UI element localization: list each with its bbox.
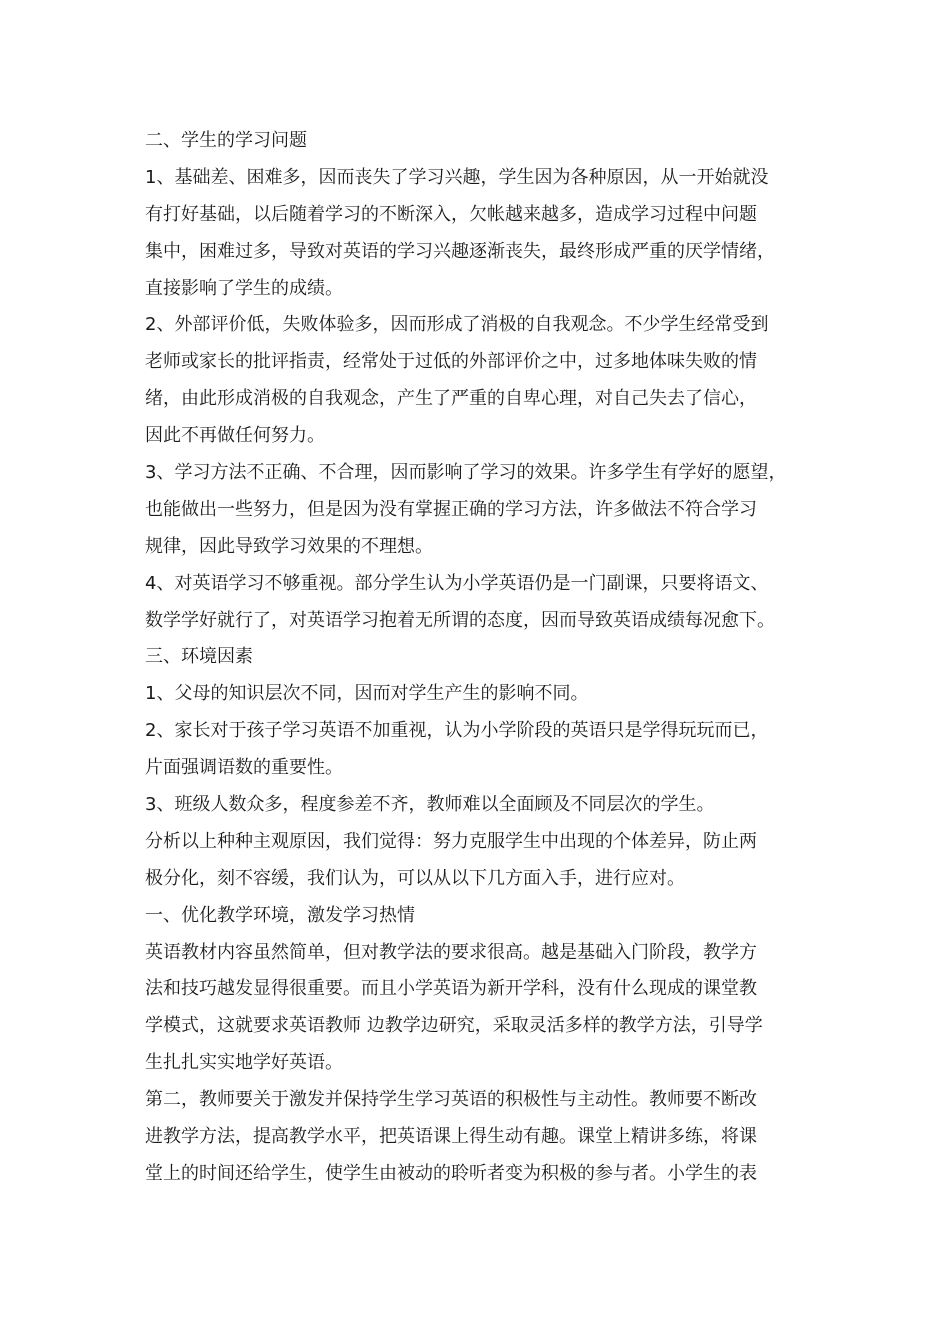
paragraph-line: 规律，因此导致学习效果的不理想。 <box>145 535 433 557</box>
paragraph-line: 极分化，刻不容缓，我们认为，可以从以下几方面入手，进行应对。 <box>145 867 685 889</box>
paragraph-line: 4、对英语学习不够重视。部分学生认为小学英语仍是一门副课，只要将语文、 <box>145 572 769 594</box>
paragraph-line: 老师或家长的批评指责，经常处于过低的外部评价之中，过多地体味失败的情 <box>145 351 757 373</box>
paragraph-line: 3、班级人数众多，程度参差不齐，教师难以全面顾及不同层次的学生。 <box>145 794 715 816</box>
paragraph-line: 片面强调语数的重要性。 <box>145 757 343 779</box>
paragraph-line: 1、基础差、困难多，因而丧失了学习兴趣，学生因为各种原因，从一开始就没 <box>145 166 769 188</box>
paragraph-line: 2、外部评价低，失败体验多，因而形成了消极的自我观念。不少学生经常受到 <box>145 314 769 336</box>
paragraph-line: 2、家长对于孩子学习英语不加重视，认为小学阶段的英语只是学得玩玩而已， <box>145 720 769 742</box>
paragraph-line: 也能做出一些努力，但是因为没有掌握正确的学习方法，许多做法不符合学习 <box>145 498 757 520</box>
paragraph-line: 堂上的时间还给学生，使学生由被动的聆听者变为积极的参与者。小学生的表 <box>145 1162 757 1184</box>
paragraph-line: 3、学习方法不正确、不合理，因而影响了学习的效果。许多学生有学好的愿望， <box>145 462 787 484</box>
paragraph-line: 生扎扎实实地学好英语。 <box>145 1052 343 1074</box>
document-body <box>145 123 845 1193</box>
section-heading-teaching-environment: 一、优化教学环境，激发学习热情 <box>145 904 415 926</box>
paragraph-line: 因此不再做任何努力。 <box>145 425 325 447</box>
section-heading-student-problems: 二、学生的学习问题 <box>145 130 307 151</box>
paragraph-line: 进教学方法，提高教学水平，把英语课上得生动有趣。课堂上精讲多练，将课 <box>145 1126 757 1148</box>
paragraph-line: 数学学好就行了，对英语学习抱着无所谓的态度，因而导致英语成绩每况愈下。 <box>145 609 775 631</box>
paragraph-line: 1、父母的知识层次不同，因而对学生产生的影响不同。 <box>145 683 589 705</box>
paragraph-line: 分析以上种种主观原因，我们觉得：努力克服学生中出现的个体差异，防止两 <box>145 830 757 852</box>
section-heading-environment: 三、环境因素 <box>145 646 253 668</box>
paragraph-line: 有打好基础，以后随着学习的不断深入，欠帐越来越多，造成学习过程中问题 <box>145 203 757 225</box>
paragraph-line: 法和技巧越发显得很重要。而且小学英语为新开学科，没有什么现成的课堂教 <box>145 978 757 1000</box>
paragraph-line: 绪，由此形成消极的自我观念，产生了严重的自卑心理，对自己失去了信心， <box>145 388 757 410</box>
paragraph-line: 第二，教师要关于激发并保持学生学习英语的积极性与主动性。教师要不断改 <box>145 1089 757 1111</box>
paragraph-line: 集中，困难过多，导致对英语的学习兴趣逐渐丧失，最终形成严重的厌学情绪， <box>145 240 775 262</box>
paragraph-line: 直接影响了学生的成绩。 <box>145 277 343 299</box>
paragraph-line: 学模式，这就要求英语教师 边教学边研究，采取灵活多样的教学方法，引导学 <box>145 1015 763 1037</box>
paragraph-line: 英语教材内容虽然简单，但对教学法的要求很高。越是基础入门阶段，教学方 <box>145 941 757 963</box>
